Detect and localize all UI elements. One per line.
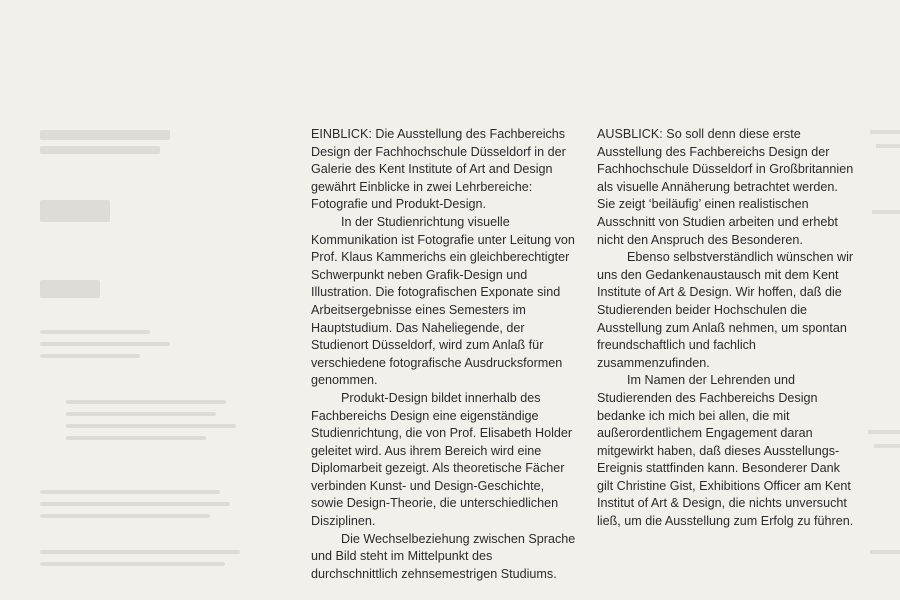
text-column-left <box>311 126 576 583</box>
text-column-right <box>597 126 859 531</box>
show-through-right-edge <box>860 130 900 600</box>
paragraph-fotografie: In der Studienrichtung visuelle Kommunikation ist Fotografie unter Leitung von Prof. Klaus Kammerichs ein gleichberechtigter Schwerpunkt neben Grafik-Design und Illustration. Die fotografischen Exponate sind Arbeitsergebnisse eines Semesters im Hauptstudium. Das Naheliegende, der Studienort Düsseldorf, wird zum Anlaß für verschiedene fotografische Ausdrucksformen genommen. <box>311 214 575 388</box>
paragraph-ausblick: AUSBLICK: So soll denn diese erste Ausstellung des Fachbereichs Design der Fachhochschule Düsseldorf in Großbritannien als visuelle Annäherung betrachtet werden. Sie zeigt ‘beiläufig’ einen realistischen Ausschnitt von Studien arbeiten und erhebt nicht den Anspruch des Besonderen. <box>597 127 854 247</box>
paragraph-gedankenaustausch: Ebenso selbstverständlich wünschen wir uns den Gedankenaustausch mit dem Kent Institute of Art & Design. Wir hoffen, daß die Studierenden beider Hochschulen die Ausstellung zum Anlaß nehmen, um spontan freundschaftlich und fachlich zusammenzufinden. <box>597 250 854 370</box>
paragraph-produkt-design: Produkt-Design bildet innerhalb des Fachbereichs Design eine eigenständige Studienrichtung, die von Prof. Elisabeth Holder geleitet wird. Aus ihrem Bereich wird eine Diplomarbeit gezeigt. Als theoretische Fächer verbinden Kunst- und Design-Geschichte, sowie Design-Theorie, die unterschiedlichen Disziplinen. <box>311 390 573 529</box>
paragraph-dank: Im Namen der Lehrenden und Studierenden des Fachbereichs Design bedanke ich mich bei allen, die mit außerordentlichem Engagement daran mitgewirkt haben, daß dieses Ausstellungs-Ereignis stattfinden kann. Besonderer Dank gilt Christine Gist, Exhibitions Officer am Kent Institut of Art & Design, die nichts unversucht ließ, um die Ausstellung zum Erfolg zu führen. <box>597 373 854 529</box>
paragraph-einblick: EINBLICK: Die Ausstellung des Fachbereichs Design der Fachhochschule Düsseldorf in der Galerie des Kent Institute of Art and Design gewährt Einblicke in zwei Lehrbereiche: Fotografie und Produkt-Design. <box>311 127 566 212</box>
show-through-left-margin <box>36 110 266 600</box>
paragraph-wechselbeziehung: Die Wechselbeziehung zwischen Sprache und Bild steht im Mittelpunkt des durchschnittlich zehnsemestrigen Studiums. <box>311 531 576 581</box>
